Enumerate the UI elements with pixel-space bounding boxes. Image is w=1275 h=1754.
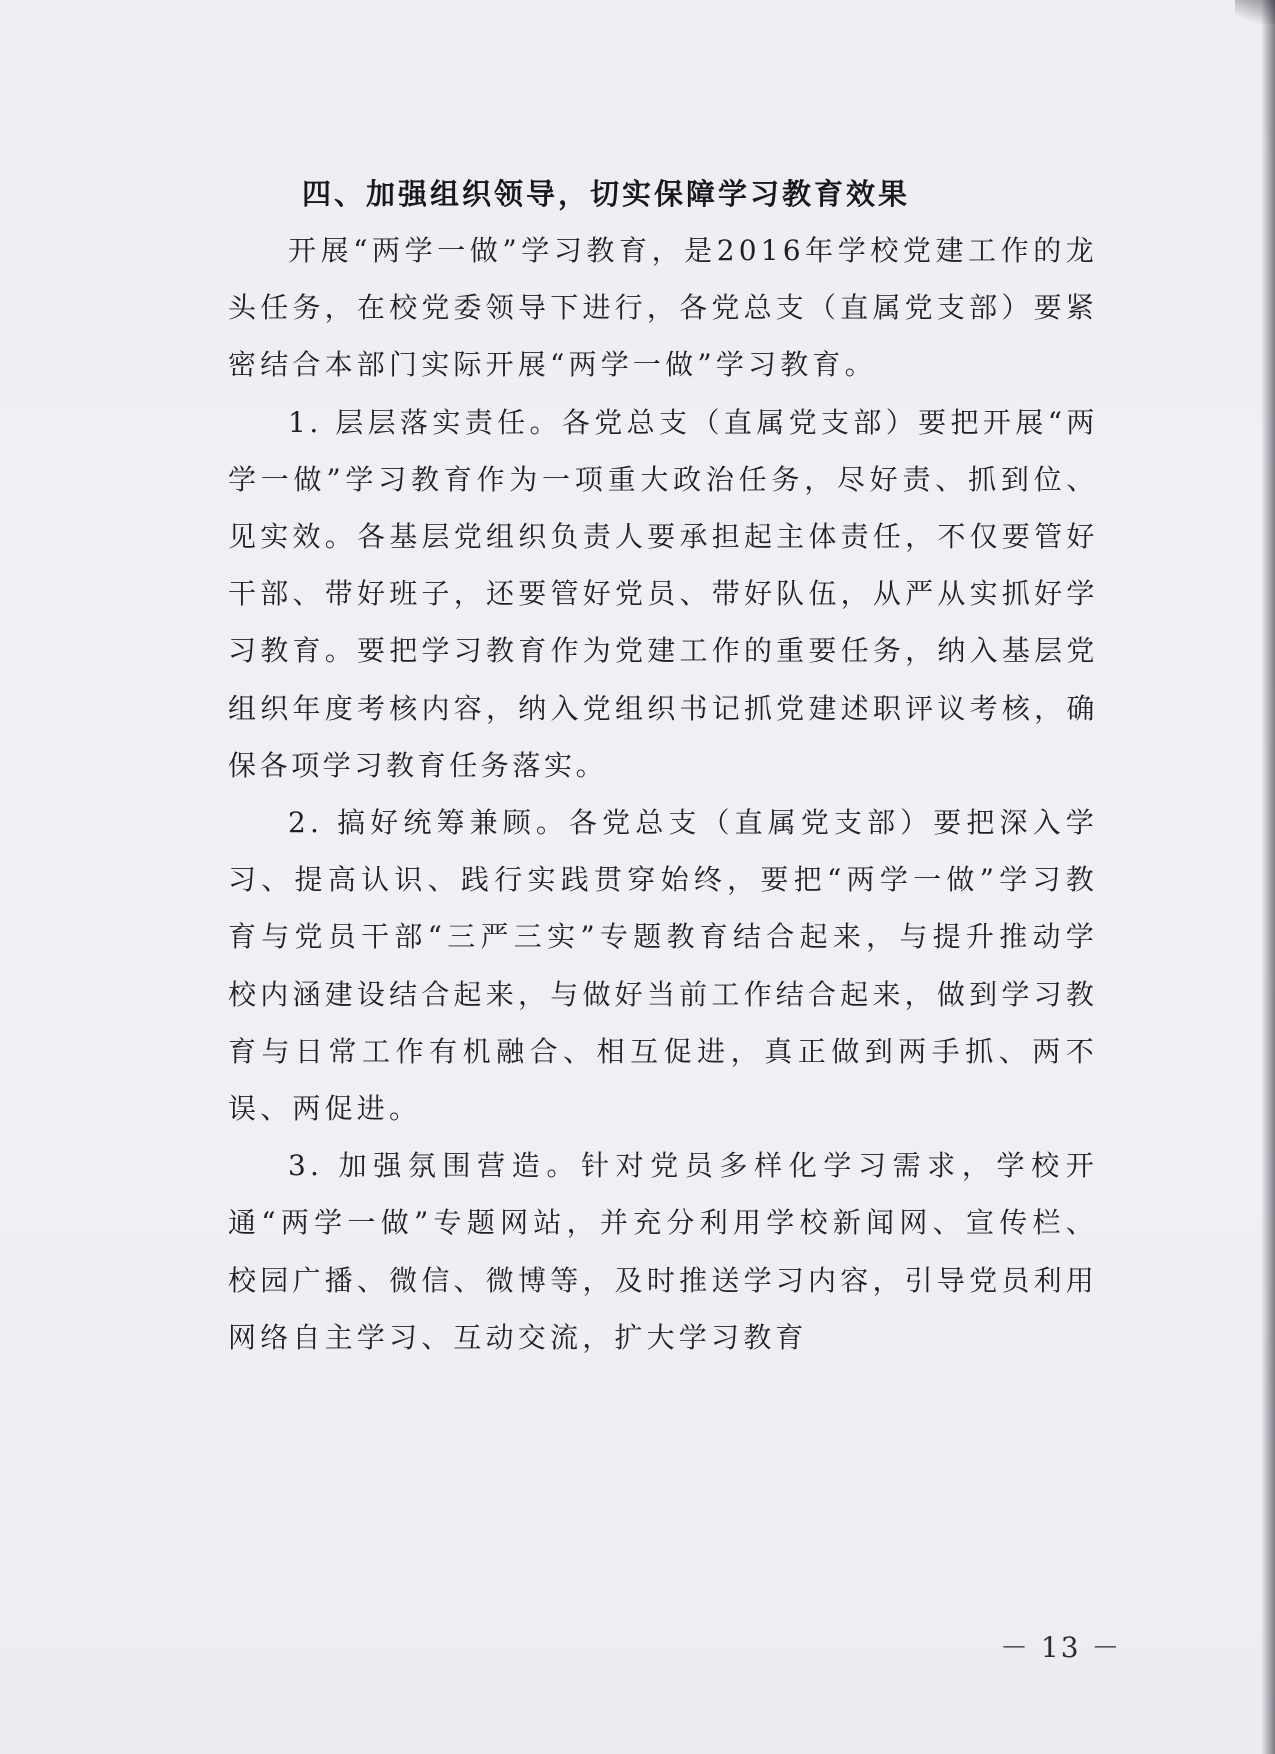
paragraph-atmosphere: 3. 加强氛围营造。针对党员多样化学习需求，学校开通“两学一做”专题网站，并充分利用学校新闻网、宣传栏、校园广播、微信、微博等，及时推送学习内容，引导党员利用网络自主学习、互动交流，扩大学习教育 — [228, 1149, 1098, 1354]
page-number: － 13 － — [1000, 1631, 1122, 1664]
section-heading: 四、加强组织领导，切实保障学习教育效果 — [302, 177, 911, 211]
scan-corner-shadow — [1235, 0, 1275, 24]
paragraph-intro: 开展“两学一做”学习教育，是2016年学校党建工作的龙头任务，在校党委领导下进行，各党总支（直属党支部）要紧密结合本部门实际开展“两学一做”学习教育。 — [228, 234, 1098, 382]
document-body — [228, 166, 1098, 1366]
paragraph-coordination: 2. 搞好统筹兼顾。各党总支（直属党支部）要把深入学习、提高认识、践行实践贯穿始终，要把“两学一做”学习教育与党员干部“三严三实”专题教育结合起来，与提升推动学校内涵建设结合起来，与做好当前工作结合起来，做到学习教育与日常工作有机融合、相互促进，真正做到两手抓、两不误、两促进。 — [228, 806, 1098, 1126]
paragraph-responsibility: 1. 层层落实责任。各党总支（直属党支部）要把开展“两学一做”学习教育作为一项重大政治任务，尽好责、抓到位、见实效。各基层党组织负责人要承担起主体责任，不仅要管好干部、带好班子，还要管好党员、带好队伍，从严从实抓好学习教育。要把学习教育作为党建工作的重要任务，纳入基层党组织年度考核内容，纳入党组织书记抓党建述职评议考核，确保各项学习教育任务落实。 — [228, 405, 1098, 782]
scan-edge-shadow — [1261, 0, 1275, 1754]
